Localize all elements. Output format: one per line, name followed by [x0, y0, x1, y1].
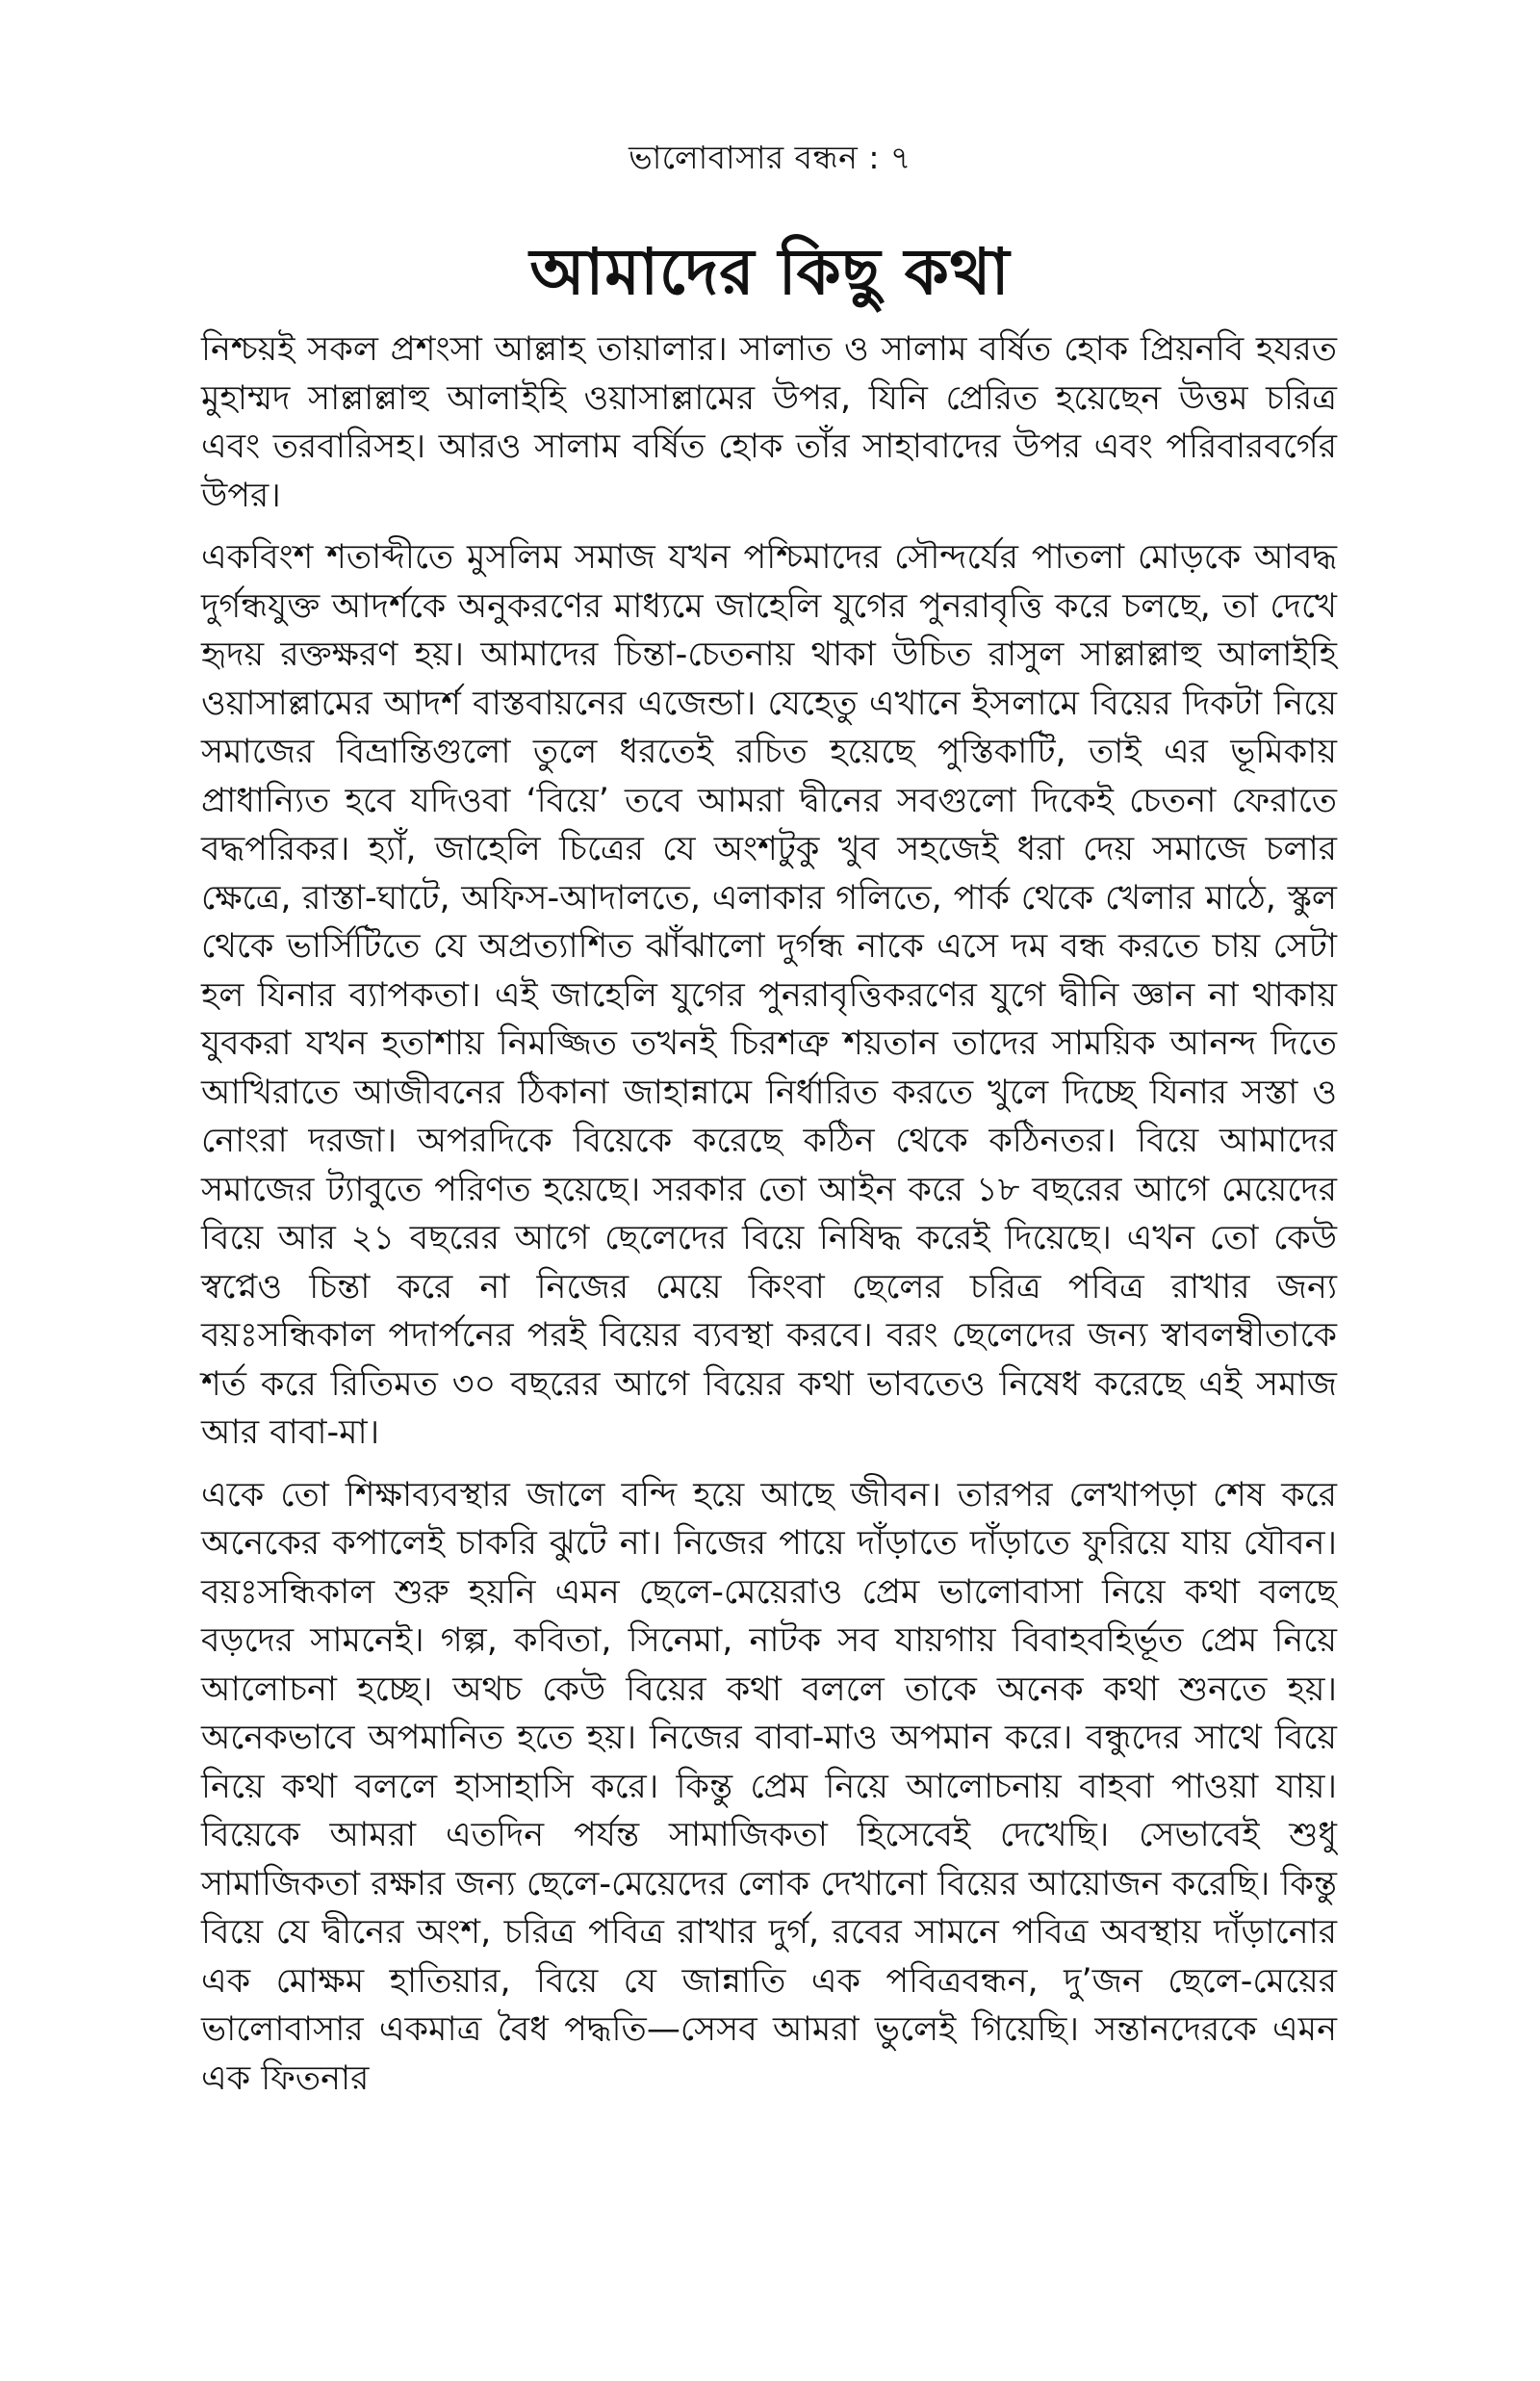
paragraph-intro: নিশ্চয়ই সকল প্রশংসা আল্লাহ তায়ালার। সালাত ও সালাম বর্ষিত হোক প্রিয়নবি হযরত মুহাম্মদ সাল্লাল্লাহু আলাইহি ওয়াসাল্লামের উপর, যিনি প্রেরিত হয়েছেন উত্তম চরিত্র এবং তরবারিসহ। আরও সালাম বর্ষিত হোক তাঁর সাহাবাদের উপর এবং পরিবারবর্গের উপর।	[201, 330, 1337, 515]
paragraph-continued: একে তো শিক্ষাব্যবস্থার জালে বন্দি হয়ে আছে জীবন। তারপর লেখাপড়া শেষ করে অনেকের কপালেই চাকরি ঝুটে না। নিজের পায়ে দাঁড়াতে দাঁড়াতে ফুরিয়ে যায় যৌবন। বয়ঃসন্ধিকাল শুরু হয়নি এমন ছেলে-মেয়েরাও প্রেম ভালোবাসা নিয়ে কথা বলছে বড়দের সামনেই। গল্প, কবিতা, সিনেমা, নাটক সব যায়গায় বিবাহবহির্ভূত প্রেম নিয়ে আলোচনা হচ্ছে। অথচ কেউ বিয়ের কথা বললে তাকে অনেক কথা শুনতে হয়। অনেকভাবে অপমানিত হতে হয়। নিজের বাবা-মাও অপমান করে। বন্ধুদের সাথে বিয়ে নিয়ে কথা বললে হাসাহাসি করে। কিন্তু প্রেম নিয়ে আলোচনায় বাহবা পাওয়া যায়। বিয়েকে আমরা এতদিন পর্যন্ত সামাজিকতা হিসেবেই দেখেছি। সেভাবেই শুধু সামাজিকতা রক্ষার জন্য ছেলে-মেয়েদের লোক দেখানো বিয়ের আয়োজন করেছি। কিন্তু বিয়ে যে দ্বীনের অংশ, চরিত্র পবিত্র রাখার দুর্গ, রবের সামনে পবিত্র অবস্থায় দাঁড়ানোর এক মোক্ষম হাতিয়ার, বিয়ে যে জান্নাতি এক পবিত্রবন্ধন, দু’জন ছেলে-মেয়ের ভালোবাসার একমাত্র বৈধ পদ্ধতি—সেসব আমরা ভুলেই গিয়েছি। সন্তানদেরকে এমন এক ফিতনার	[201, 1475, 1337, 2098]
chapter-title: আমাদের কিছু কথা	[529, 235, 1011, 309]
paragraph-main: একবিংশ শতাব্দীতে মুসলিম সমাজ যখন পশ্চিমাদের সৌন্দর্যের পাতলা মোড়কে আবদ্ধ দুর্গন্ধযুক্ত আদর্শকে অনুকরণের মাধ্যমে জাহেলি যুগের পুনরাবৃত্তি করে চলছে, তা দেখে হৃদয় রক্তক্ষরণ হয়। আমাদের চিন্তা-চেতনায় থাকা উচিত রাসুল সাল্লাল্লাহু আলাইহি ওয়াসাল্লামের আদর্শ বাস্তবায়নের এজেন্ডা। যেহেতু এখানে ইসলামে বিয়ের দিকটা নিয়ে সমাজের বিভ্রান্তিগুলো তুলে ধরতেই রচিত হয়েছে পুস্তিকাটি, তাই এর ভূমিকায় প্রাধান্যিত হবে যদিওবা ‘বিয়ে’ তবে আমরা দ্বীনের সবগুলো দিকেই চেতনা ফেরাতে বদ্ধপরিকর। হ্যাঁ, জাহেলি চিত্রের যে অংশটুকু খুব সহজেই ধরা দেয় সমাজে চলার ক্ষেত্রে, রাস্তা-ঘাটে, অফিস-আদালতে, এলাকার গলিতে, পার্ক থেকে খেলার মাঠে, স্কুল থেকে ভার্সিটিতে যে অপ্রত্যাশিত ঝাঁঝালো দুর্গন্ধ নাকে এসে দম বন্ধ করতে চায় সেটা হল যিনার ব্যাপকতা। এই জাহেলি যুগের পুনরাবৃত্তিকরণের যুগে দ্বীনি জ্ঞান না থাকায় যুবকরা যখন হতাশায় নিমজ্জিত তখনই চিরশত্রু শয়তান তাদের সাময়িক আনন্দ দিতে আখিরাতে আজীবনের ঠিকানা জাহান্নামে নির্ধারিত করতে খুলে দিচ্ছে যিনার সস্তা ও নোংরা দরজা। অপরদিকে বিয়েকে করেছে কঠিন থেকে কঠিনতর। বিয়ে আমাদের সমাজের ট্যাবুতে পরিণত হয়েছে। সরকার তো আইন করে ১৮ বছরের আগে মেয়েদের বিয়ে আর ২১ বছরের আগে ছেলেদের বিয়ে নিষিদ্ধ করেই দিয়েছে। এখন তো কেউ স্বপ্নেও চিন্তা করে না নিজের মেয়ে কিংবা ছেলের চরিত্র পবিত্র রাখার জন্য বয়ঃসন্ধিকাল পদার্পনের পরই বিয়ের ব্যবস্থা করবে। বরং ছেলেদের জন্য স্বাবলম্বীতাকে শর্ত করে রিতিমত ৩০ বছরের আগে বিয়ের কথা ভাবতেও নিষেধ করেছে এই সমাজ আর বাবা-মা।	[201, 538, 1337, 1452]
running-header: ভালোবাসার বন্ধন : ৭	[629, 139, 911, 176]
body-text	[201, 325, 1337, 2116]
